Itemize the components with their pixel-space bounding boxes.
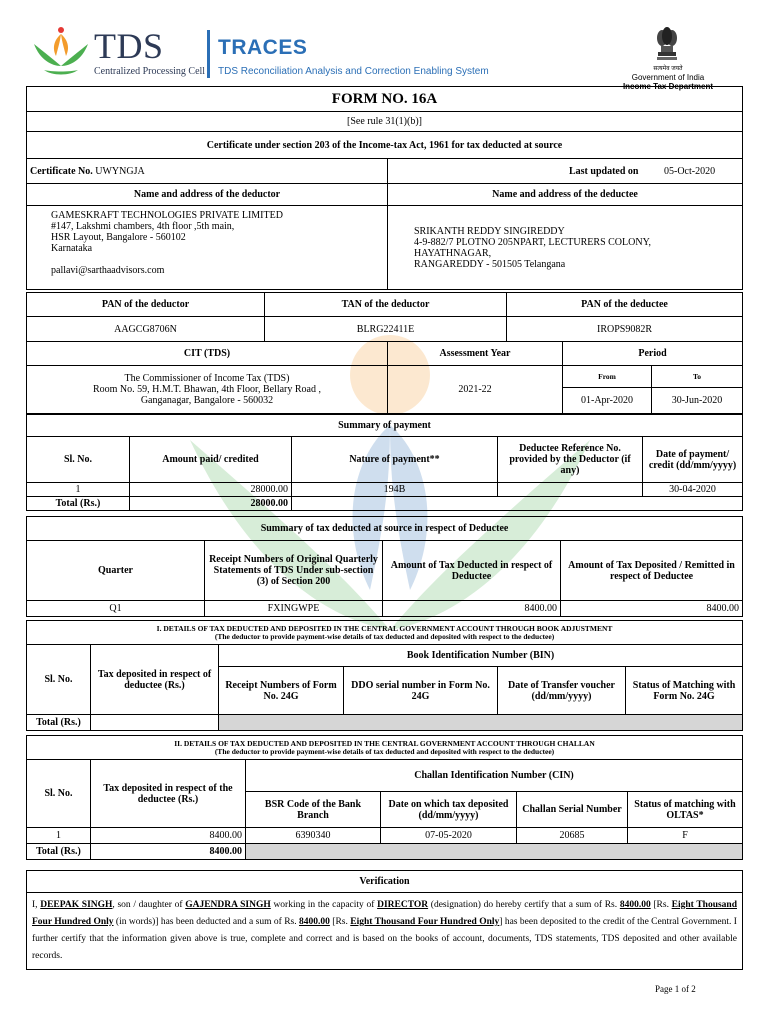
payment-reference: [498, 483, 643, 497]
deductor-line: Karnataka: [51, 243, 93, 254]
challan-total-label: Total (Rs.): [27, 844, 91, 860]
tan-deductor-value: BLRG22411E: [265, 317, 507, 342]
cit-address: [27, 366, 388, 414]
tds-summary-table: [26, 516, 743, 617]
cit-line: The Commissioner of Income Tax (TDS): [124, 373, 290, 384]
traces-title: TRACES: [218, 36, 308, 59]
cit-line: Ganganagar, Bangalore - 560032: [140, 395, 274, 406]
payment-header-date: Date of payment/ credit (dd/mm/yyyy): [643, 437, 743, 483]
challan-date: 07-05-2020: [381, 828, 517, 844]
challan-title: II. DETAILS OF TAX DEDUCTED AND DEPOSITED IN THE CENTRAL GOVERNMENT ACCOUNT THROUGH CHALLAN: [174, 738, 595, 748]
tds-header-deposited: Amount of Tax Deposited / Remitted in respect of Deductee: [561, 541, 743, 601]
national-emblem-icon: [652, 24, 682, 62]
deductee-heading: Name and address of the deductee: [388, 184, 743, 206]
verifier-name: DEEPAK SINGH: [40, 900, 113, 910]
tds-wordmark: TDS: [94, 26, 164, 66]
challan-header-status: Status of matching with OLTAS*: [628, 792, 743, 828]
payment-summary-table: [26, 414, 743, 511]
challan-bsr: 6390340: [246, 828, 381, 844]
payment-header-nature: Nature of payment**: [292, 437, 498, 483]
challan-header-sl: Sl. No.: [27, 760, 91, 828]
cit-label: CIT (TDS): [27, 342, 388, 366]
tds-deposited: 8400.00: [561, 601, 743, 617]
book-header-tax: Tax deposited in respect of deductee (Rs.): [91, 645, 219, 715]
last-updated-cell: [388, 159, 743, 184]
deductor-address: [27, 206, 388, 290]
book-total-shaded: [219, 715, 743, 731]
certificate-heading: Certificate under section 203 of the Income-tax Act, 1961 for tax deducted at source: [27, 132, 743, 159]
tds-deducted: 8400.00: [383, 601, 561, 617]
book-header-bin: Book Identification Number (BIN): [219, 645, 743, 667]
challan-subtitle: (The deductor to provide payment-wise details of tax deducted and deposited with respect to the deductee): [214, 746, 555, 756]
payment-nature: 194B: [292, 483, 498, 497]
deductor-line: HSR Layout, Bangalore - 560102: [51, 232, 186, 243]
pan-deductor-value: AAGCG8706N: [27, 317, 265, 342]
tds-subtitle: Centralized Processing Cell: [94, 66, 206, 77]
verifier-father-name: GAJENDRA SINGH: [185, 900, 271, 910]
table-row: [27, 483, 743, 497]
verification-text-part: [Rs.: [650, 900, 672, 910]
pan-deductee-value: IROPS9082R: [507, 317, 743, 342]
cit-line: Room No. 59, H.M.T. Bhawan, 4th Floor, Bellary Road ,: [92, 384, 321, 395]
tds-logo-icon: [30, 26, 92, 78]
table-row: [27, 828, 743, 844]
book-header-status: Status of Matching with Form No. 24G: [626, 667, 743, 715]
verification-text-part: (in words)] has been deducted and a sum of Rs.: [113, 917, 300, 927]
header-divider: [207, 30, 210, 78]
verification-text-part: (designation) do hereby certify that a sum of Rs.: [428, 900, 620, 910]
challan-header-date: Date on which tax deposited (dd/mm/yyyy): [381, 792, 517, 828]
challan-header-serial: Challan Serial Number: [517, 792, 628, 828]
form-header-table: [26, 86, 743, 290]
tds-header-receipt: Receipt Numbers of Original Quarterly Statements of TDS Under sub-section (3) of Section 200: [205, 541, 383, 601]
government-of-india: Government of India: [631, 73, 705, 82]
period-to-value: 30-Jun-2020: [652, 388, 743, 414]
table-row: [27, 601, 743, 617]
tds-summary-heading: Summary of tax deducted at source in respect of Deductee: [27, 517, 743, 541]
payment-total: 28000.00: [130, 497, 292, 511]
deductor-line: [51, 254, 384, 265]
challan-header-bsr: BSR Code of the Bank Branch: [246, 792, 381, 828]
assessment-year-value: 2021-22: [388, 366, 563, 414]
verification-text-part: working in the capacity of: [270, 900, 378, 910]
certificate-number: UWYNGJA: [95, 165, 145, 177]
page-header: [0, 0, 768, 91]
traces-subtitle: TDS Reconciliation Analysis and Correction Enabling System: [218, 66, 489, 77]
cit-period-table: [26, 341, 743, 414]
deductee-address: [388, 206, 743, 290]
deductee-line: 4-9-882/7 PLOTNO 205NPART, LECTURERS COLONY,: [414, 236, 652, 248]
tan-deductor-label: TAN of the deductor: [265, 293, 507, 317]
book-header-sl: Sl. No.: [27, 645, 91, 715]
challan-status: F: [628, 828, 743, 844]
tds-header-quarter: Quarter: [27, 541, 205, 601]
challan-total: 8400.00: [91, 844, 246, 860]
verification-table: [26, 870, 743, 970]
tds-quarter: Q1: [27, 601, 205, 617]
challan-header-cin: Challan Identification Number (CIN): [246, 760, 743, 792]
payment-summary-heading: Summary of payment: [27, 415, 743, 437]
book-header-ddo: DDO serial number in Form No. 24G: [344, 667, 498, 715]
payment-header-amount: Amount paid/ credited: [130, 437, 292, 483]
payment-header-sl: Sl. No.: [27, 437, 130, 483]
verification-text-part: I,: [32, 900, 41, 910]
deductor-line: #147, Lakshmi chambers, 4th floor ,5th main,: [51, 221, 235, 232]
challan-serial: 20685: [517, 828, 628, 844]
pan-tan-table: [26, 292, 743, 342]
form-rule: [See rule 31(1)(b)]: [27, 112, 743, 132]
verification-heading: Verification: [27, 871, 743, 893]
deductor-line: GAMESKRAFT TECHNOLOGIES PRIVATE LIMITED: [51, 210, 283, 221]
book-header-date: Date of Transfer voucher (dd/mm/yyyy): [498, 667, 626, 715]
payment-total-empty: [292, 497, 743, 511]
book-header-receipt: Receipt Numbers of Form No. 24G: [219, 667, 344, 715]
pan-deductee-label: PAN of the deductee: [507, 293, 743, 317]
page-number: Page 1 of 2: [655, 984, 696, 994]
challan-heading: [27, 736, 743, 760]
certificate-number-label: Certificate No.: [30, 165, 93, 177]
verification-text-part: , son / daughter of: [112, 900, 186, 910]
deposited-amount-words: Eight Thousand Four Hundred Only: [350, 917, 500, 927]
book-total-label: Total (Rs.): [27, 715, 91, 731]
tds-header-deducted: Amount of Tax Deducted in respect of Deductee: [383, 541, 561, 601]
deductor-heading: Name and address of the deductor: [27, 184, 388, 206]
period-from-label: From: [563, 366, 652, 388]
verification-text-part: ] has been deposited to the credit of the Central Government. I further certify that the information given above is true, complete and correct and is based on the books of account, documents, TDS statements, TDS deposited and other available records.: [32, 917, 737, 961]
certificate-number-cell: [27, 159, 388, 184]
challan-tax: 8400.00: [91, 828, 246, 844]
payment-sl: 1: [27, 483, 130, 497]
challan-total-shaded: [246, 844, 743, 860]
emblem-motto: सत्यमेव जयते: [653, 66, 683, 72]
income-tax-department: Income Tax Department: [622, 82, 714, 91]
book-adjustment-subtitle: (The deductor to provide payment-wise details of tax deducted and deposited with respect to the deductee): [214, 631, 555, 641]
payment-header-reference: Deductee Reference No. provided by the Deductor (if any): [498, 437, 643, 483]
verification-text-part: [Rs.: [329, 917, 351, 927]
deductor-email: pallavi@sarthaadvisors.com: [51, 265, 165, 276]
payment-amount: 28000.00: [130, 483, 292, 497]
payment-total-label: Total (Rs.): [27, 497, 130, 511]
deducted-amount: 8400.00: [619, 900, 651, 910]
form-title: FORM NO. 16A: [27, 87, 743, 112]
period-to-label: To: [652, 366, 743, 388]
period-label: Period: [563, 342, 743, 366]
deductee-line: HAYATHNAGAR,: [414, 247, 492, 259]
book-total: [91, 715, 219, 731]
payment-date: 30-04-2020: [643, 483, 743, 497]
deductee-line: SRIKANTH REDDY SINGIREDDY: [414, 225, 565, 237]
deducted-amount-words: Eight Thousand Four Hundred Only: [32, 900, 737, 927]
book-adjustment-table: [26, 620, 743, 731]
deposited-amount: 8400.00: [299, 917, 330, 927]
verifier-designation: DIRECTOR: [377, 900, 429, 910]
challan-table: [26, 735, 743, 860]
tds-receipt: FXINGWPE: [205, 601, 383, 617]
book-adjustment-title: I. DETAILS OF TAX DEDUCTED AND DEPOSITED IN THE CENTRAL GOVERNMENT ACCOUNT THROUGH BOOK ADJUSTMENT: [156, 623, 613, 633]
assessment-year-label: Assessment Year: [388, 342, 563, 366]
pan-deductor-label: PAN of the deductor: [27, 293, 265, 317]
last-updated-label: Last updated on: [569, 165, 639, 177]
book-adjustment-heading: [27, 621, 743, 645]
verification-text: [27, 893, 743, 970]
challan-sl: 1: [27, 828, 91, 844]
challan-header-tax: Tax deposited in respect of the deductee (Rs.): [91, 760, 246, 828]
period-from-value: 01-Apr-2020: [563, 388, 652, 414]
last-updated-date: 05-Oct-2020: [664, 165, 716, 177]
deductee-line: RANGAREDDY - 501505 Telangana: [414, 258, 566, 270]
